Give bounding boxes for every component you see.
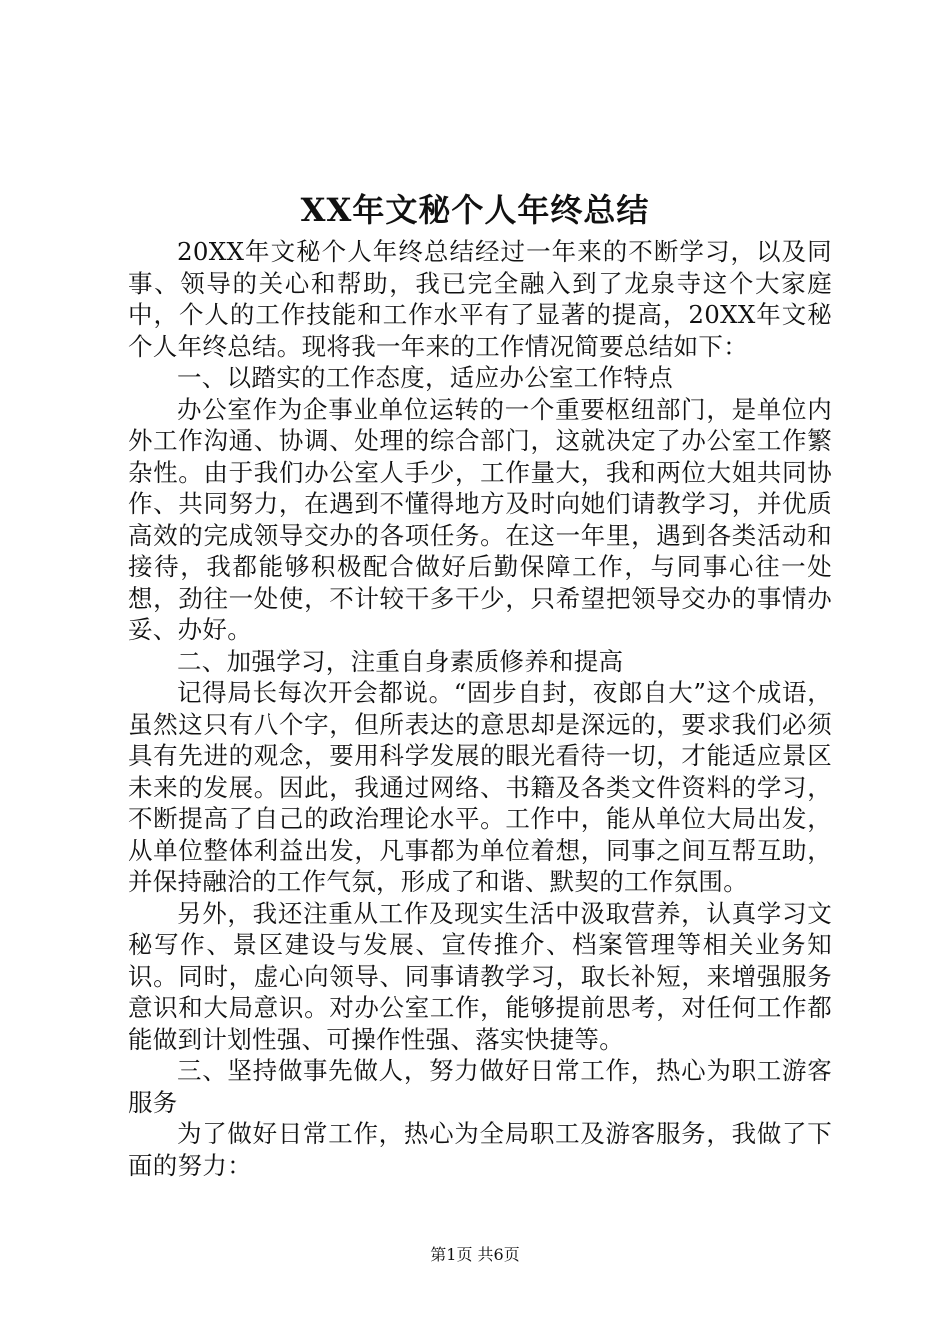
page-number-footer: 第1页 共6页	[430, 1245, 520, 1264]
paragraph-3: 另外，我还注重从工作及现实生活中汲取营养，认真学习文秘写作、景区建设与发展、宣传推介、档案管理等相关业务知识。同时，虚心向领导、同事请教学习，取长补短，来增强服务意识和大局意识。对办公室工作，能够提前思考，对任何工作都能做到计划性强、可操作性强、落实快捷等。	[128, 898, 832, 1054]
section-heading-3: 三、坚持做事先做人，努力做好日常工作，热心为职工游客服务	[128, 1056, 832, 1117]
document-body	[128, 236, 832, 1181]
paragraph-2: 记得局长每次开会都说。“固步自封，夜郎自大”这个成语，虽然这只有八个字，但所表达的意思却是深远的，要求我们必须具有先进的观念，要用科学发展的眼光看待一切，才能适应景区未来的发展。因此，我通过网络、书籍及各类文件资料的学习，不断提高了自己的政治理论水平。工作中，能从单位大局出发，从单位整体利益出发，凡事都为单位着想，同事之间互帮互助，并保持融洽的工作气氛，形成了和谐、默契的工作氛围。	[128, 678, 832, 896]
document-title: XX年文秘个人年终总结	[300, 191, 650, 229]
section-heading-1: 一、以踏实的工作态度，适应办公室工作特点	[177, 363, 673, 392]
paragraph-4: 为了做好日常工作，热心为全局职工及游客服务，我做了下面的努力：	[128, 1119, 832, 1180]
paragraph-1: 办公室作为企事业单位运转的一个重要枢纽部门，是单位内外工作沟通、协调、处理的综合部门，这就决定了办公室工作繁杂性。由于我们办公室人手少，工作量大，我和两位大姐共同协作、共同努力，在遇到不懂得地方及时向她们请教学习，并优质高效的完成领导交办的各项任务。在这一年里，遇到各类活动和接待，我都能够积极配合做好后勤保障工作，与同事心往一处想，劲往一处使，不计较干多干少，只希望把领导交办的事情办妥、办好。	[128, 394, 832, 644]
section-heading-2: 二、加强学习，注重自身素质修养和提高	[177, 646, 624, 676]
paragraph-intro: 20XX年文秘个人年终总结经过一年来的不断学习，以及同事、领导的关心和帮助，我已完全融入到了龙泉寺这个大家庭中，个人的工作技能和工作水平有了显著的提高，20XX年文秘个人年终总结。现将我一年来的工作情况简要总结如下：	[128, 237, 832, 361]
